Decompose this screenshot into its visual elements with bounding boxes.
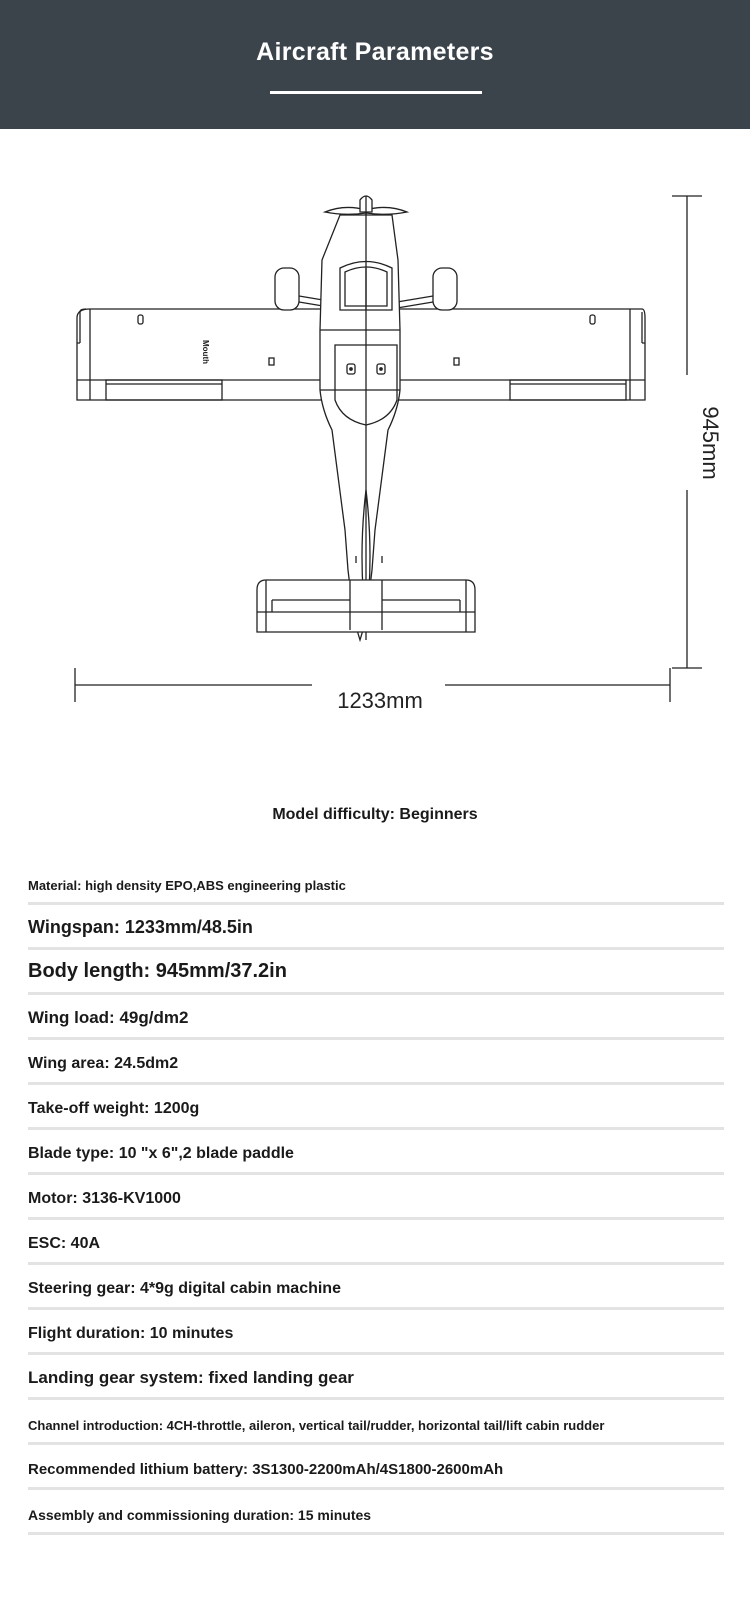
fuselage — [320, 200, 400, 640]
spec-blade-type: Blade type: 10 "x 6",2 blade paddle — [28, 1145, 294, 1162]
spec-row-battery — [28, 1445, 724, 1490]
spec-wingspan: Wingspan: 1233mm/48.5in — [28, 917, 253, 937]
spec-esc: ESC: 40A — [28, 1235, 101, 1252]
horizontal-stabilizer — [257, 580, 475, 632]
spec-channel-introduction: Channel introduction: 4CH-throttle, aileron, vertical tail/rudder, horizontal tail/lift cabin rudder — [28, 1418, 605, 1433]
spec-row-flight-duration — [28, 1310, 724, 1355]
spec-takeoff-weight: Take-off weight: 1200g — [28, 1100, 200, 1117]
spec-steering-gear: Steering gear: 4*9g digital cabin machine — [28, 1280, 341, 1297]
spec-row-wingspan — [28, 905, 724, 950]
spec-row-wing-load — [28, 995, 724, 1040]
spec-landing-gear: Landing gear system: fixed landing gear — [28, 1368, 354, 1387]
model-difficulty: Model difficulty: Beginners — [272, 806, 478, 823]
spec-body-length: Body length: 945mm/37.2in — [28, 960, 287, 982]
title-underline — [270, 91, 482, 94]
spec-list — [28, 860, 724, 1535]
spec-row-channel-introduction — [28, 1400, 724, 1445]
wingspan-dimension-label: 1233mm — [337, 688, 423, 713]
spec-row-landing-gear — [28, 1355, 724, 1400]
spec-row-takeoff-weight — [28, 1085, 724, 1130]
spec-assembly-duration: Assembly and commissioning duration: 15 minutes — [28, 1507, 372, 1523]
length-dimension-label: 945mm — [698, 406, 723, 480]
spec-row-esc — [28, 1220, 724, 1265]
spec-battery: Recommended lithium battery: 3S1300-2200mAh/4S1800-2600mAh — [28, 1461, 504, 1478]
page-title: Aircraft Parameters — [256, 38, 494, 66]
wing-label: Mouth — [201, 340, 210, 364]
spec-motor: Motor: 3136-KV1000 — [28, 1190, 181, 1207]
spec-row-wing-area — [28, 1040, 724, 1085]
spec-row-material — [28, 860, 724, 905]
aircraft-top-view-diagram — [0, 150, 750, 750]
spec-row-motor — [28, 1175, 724, 1220]
propeller — [325, 196, 407, 215]
spec-row-blade-type — [28, 1130, 724, 1175]
spec-wing-area: Wing area: 24.5dm2 — [28, 1055, 179, 1072]
spec-material: Material: high density EPO,ABS engineering plastic — [28, 878, 346, 893]
spec-row-assembly-duration — [28, 1490, 724, 1535]
spec-row-body-length — [28, 950, 724, 995]
spec-flight-duration: Flight duration: 10 minutes — [28, 1325, 234, 1342]
spec-wing-load: Wing load: 49g/dm2 — [28, 1008, 189, 1027]
spec-row-steering-gear — [28, 1265, 724, 1310]
page-header — [0, 0, 750, 129]
